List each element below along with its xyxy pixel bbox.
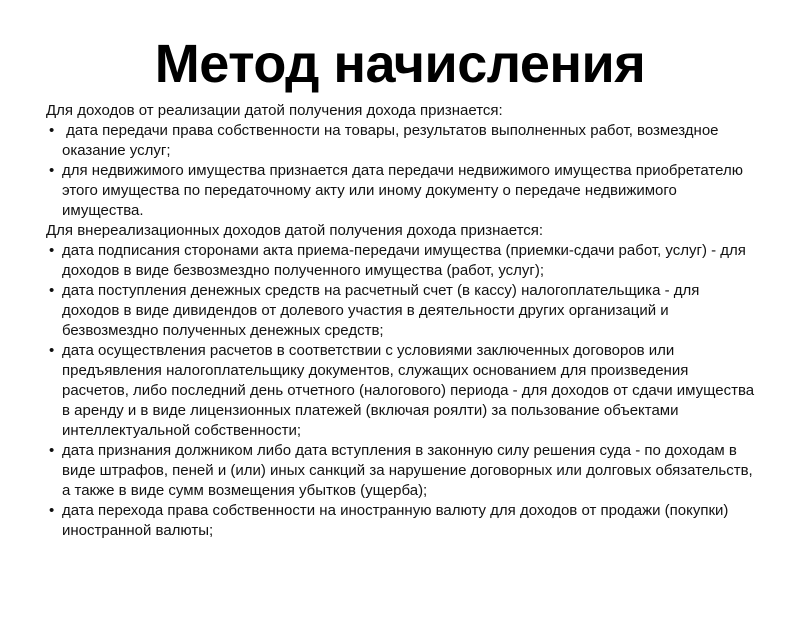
bullet-icon: • bbox=[49, 282, 55, 299]
intro-realization-text: Для доходов от реализации датой получения дохода признается: bbox=[46, 102, 503, 119]
list-item bbox=[46, 161, 756, 221]
list-item-text: дата подписания сторонами акта приема-передачи имущества (приемки-сдачи работ, услуг) - для доходов в виде безвозмездно полученного имущества (работ, услуг); bbox=[62, 242, 751, 279]
list-item-text: дата признания должником либо дата вступления в законную силу решения суда - по доходам в виде штрафов, пеней и (или) иных санкций за нарушение договорных или долговых обязательств, а также в виде сумм возмещения убытков (ущерба); bbox=[62, 442, 757, 499]
slide-title: Метод начисления bbox=[154, 34, 646, 94]
list-item bbox=[46, 341, 759, 441]
bullet-icon: • bbox=[49, 242, 55, 259]
presentation-slide bbox=[0, 35, 800, 635]
bullet-icon: • bbox=[49, 162, 55, 179]
list-item bbox=[46, 241, 756, 281]
list-item bbox=[46, 441, 756, 501]
bullet-icon: • bbox=[49, 342, 55, 359]
list-item-text: дата поступления денежных средств на расчетный счет (в кассу) налогоплательщика - для доходов в виде дивидендов от долевого участия в деятельности других организаций и безвозмездно полученных денежных средств; bbox=[62, 282, 704, 339]
list-item-text: дата передачи права собственности на товары, результатов выполненных работ, возмездное оказание услуг; bbox=[62, 122, 723, 159]
slide-body bbox=[46, 101, 759, 541]
list-item-text: для недвижимого имущества признается дата передачи недвижимого имущества приобретателю этого имущества по передаточному акту или иному документу о передаче недвижимого имущества. bbox=[62, 162, 748, 219]
list-item-text: дата перехода права собственности на иностранную валюту для доходов от продажи (покупки) иностранной валюты; bbox=[62, 502, 733, 539]
list-item bbox=[46, 121, 756, 161]
intro-nonrealization-text: Для внереализационных доходов датой получения дохода признается: bbox=[46, 222, 544, 239]
list-item bbox=[46, 501, 756, 541]
list-item-text: дата осуществления расчетов в соответствии с условиями заключенных договоров или предъявления налогоплательщику документов, служащих основанием для произведения расчетов, либо последний день отчетного (налогового) периода - для доходов от сдачи имущества в аренду и в виде лицензионных платежей (включая роялти) за пользование объектами интеллектуальной собственности; bbox=[62, 342, 759, 439]
bullet-icon: • bbox=[49, 442, 55, 459]
list-item bbox=[46, 281, 756, 341]
bullet-icon: • bbox=[49, 502, 55, 519]
bullet-icon: • bbox=[49, 122, 55, 139]
